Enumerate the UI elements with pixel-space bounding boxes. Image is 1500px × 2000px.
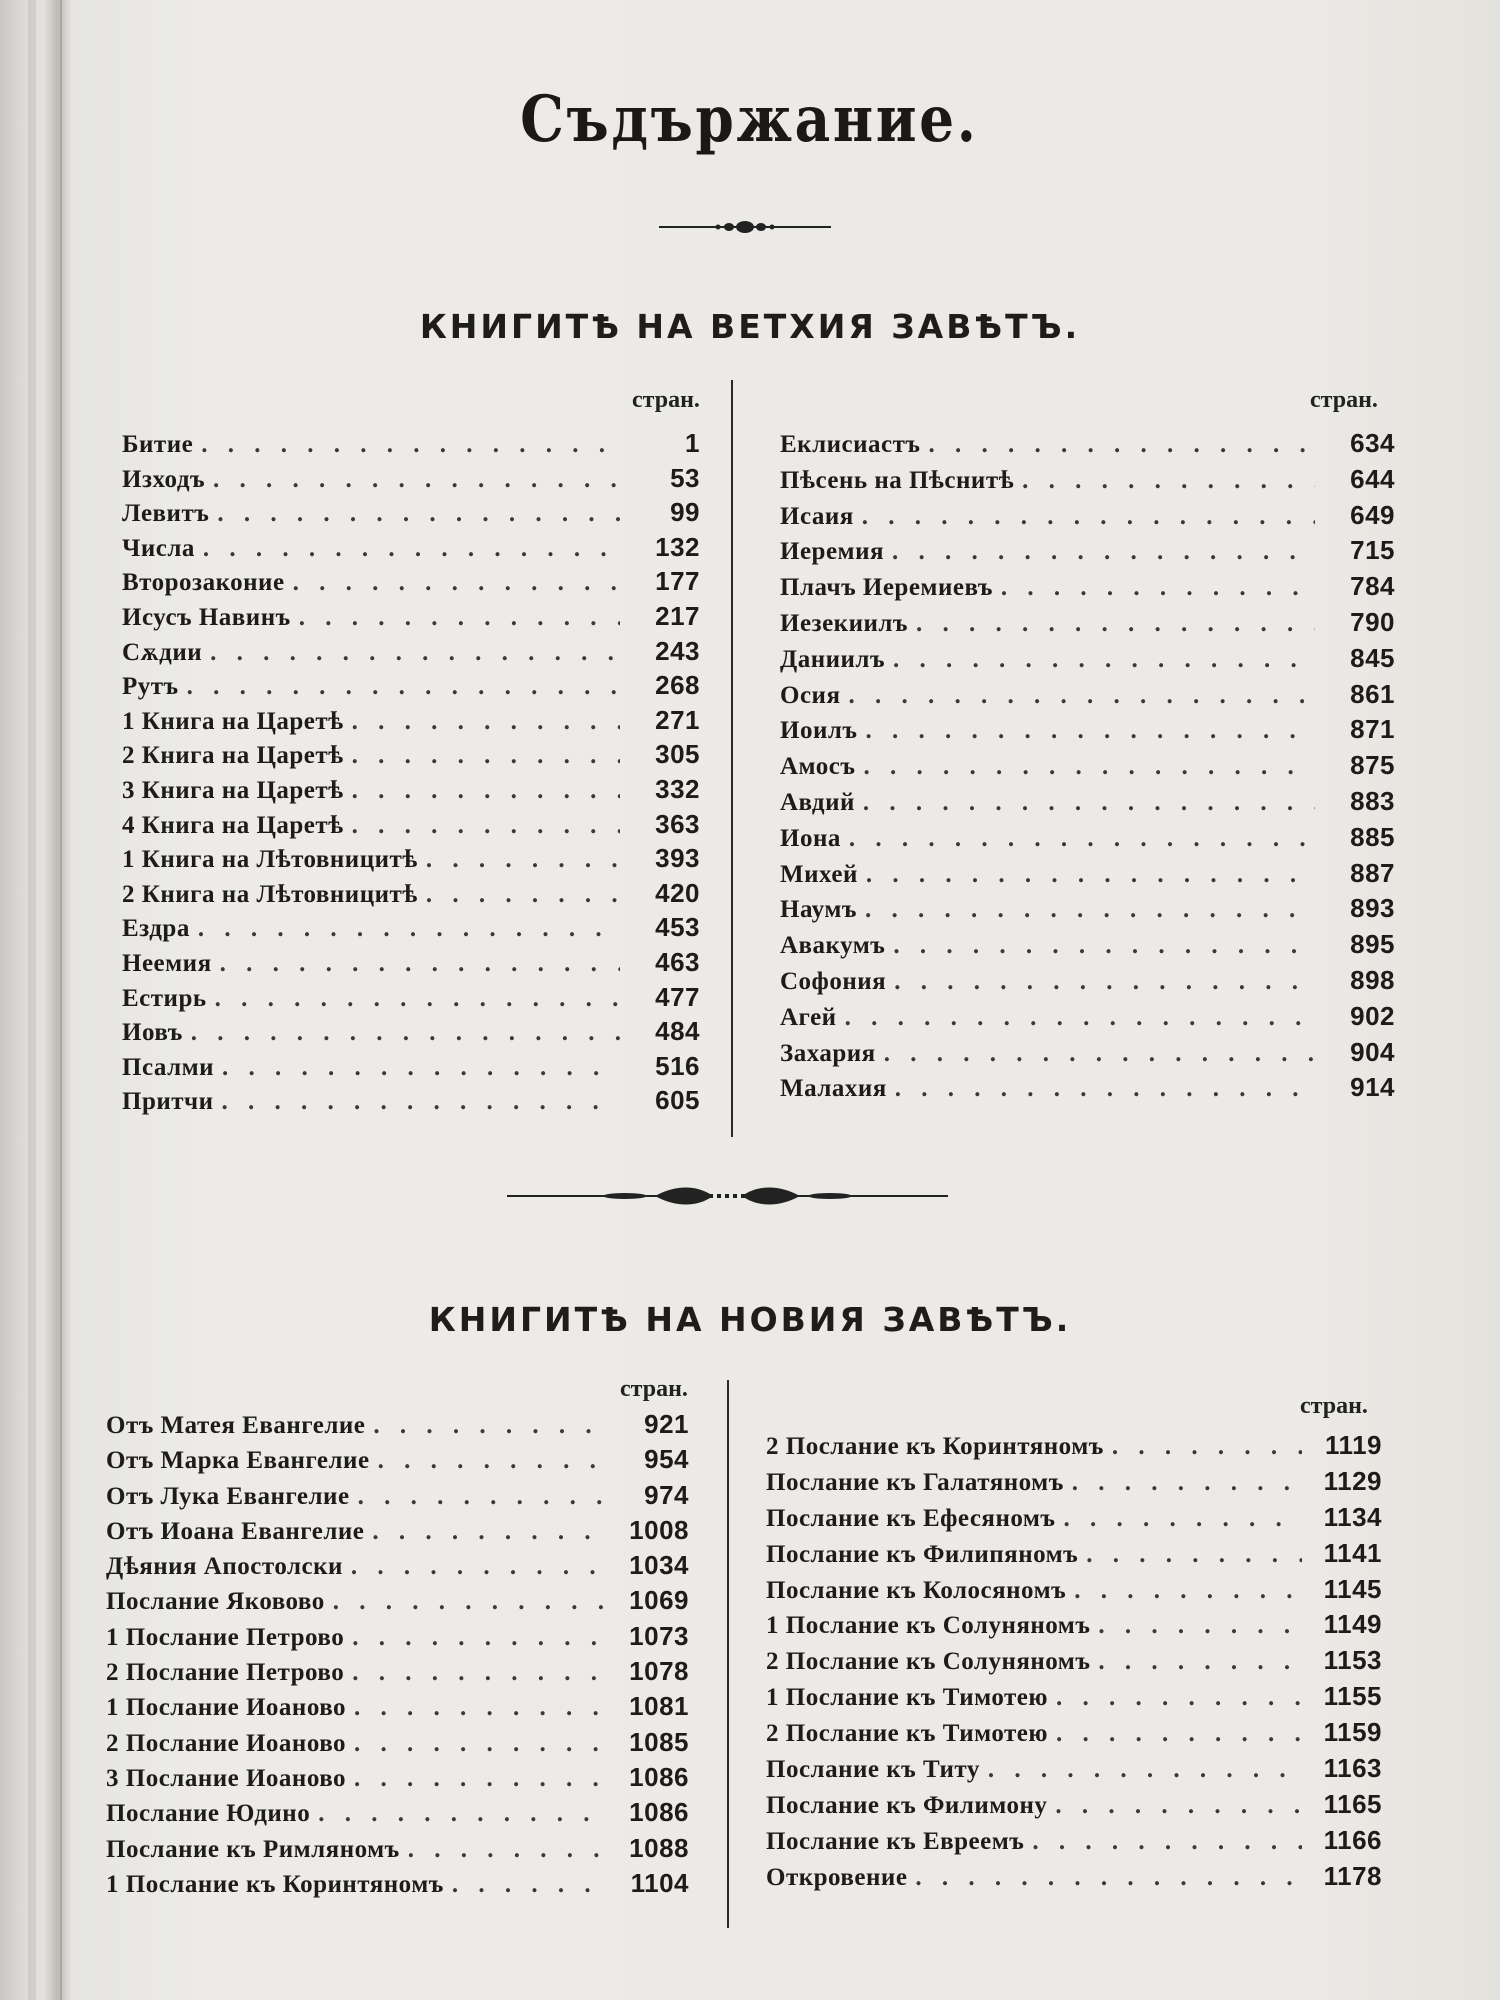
toc-entry <box>106 1550 689 1585</box>
old-testament-left-list <box>122 428 700 1120</box>
toc-entry-page-number: 177 <box>655 566 700 597</box>
dot-leader <box>358 1483 609 1511</box>
toc-entry-title: 2 Послание къ Солуняномъ <box>766 1648 1091 1676</box>
toc-entry <box>122 912 700 947</box>
toc-entry <box>766 1430 1382 1466</box>
toc-entry <box>766 1753 1382 1789</box>
toc-entry-title: Иоилъ <box>780 717 858 745</box>
dot-leader <box>352 1659 609 1687</box>
toc-entry-title: 1 Послание къ Коринтяномъ <box>106 1870 444 1898</box>
toc-entry-page-number: 885 <box>1350 821 1395 852</box>
dot-leader <box>865 717 1315 745</box>
toc-entry <box>122 497 700 532</box>
toc-entry-title: Рутъ <box>122 673 179 701</box>
toc-entry-page-number: 1155 <box>1323 1681 1382 1712</box>
toc-entry-title: Изходъ <box>122 465 206 493</box>
dot-leader <box>354 1694 609 1722</box>
dot-leader <box>1001 574 1315 602</box>
toc-entry-page-number: 477 <box>655 981 700 1012</box>
toc-entry <box>766 1681 1382 1717</box>
dot-leader <box>187 673 620 701</box>
toc-entry <box>780 464 1395 500</box>
toc-entry <box>106 1727 689 1762</box>
toc-entry-title: Послание къ Титу <box>766 1756 980 1784</box>
toc-entry <box>106 1868 689 1903</box>
toc-entry-page-number: 1073 <box>629 1620 689 1651</box>
toc-entry-page-number: 845 <box>1350 642 1395 673</box>
toc-entry-page-number: 1141 <box>1323 1537 1382 1568</box>
new-testament-heading: КНИГИТѢ НА НОВИЯ ЗАВѢТЪ. <box>428 1300 1072 1339</box>
dot-leader <box>863 753 1315 781</box>
toc-entry <box>780 428 1395 464</box>
toc-entry <box>766 1825 1382 1861</box>
toc-entry <box>106 1585 689 1620</box>
toc-entry-page-number: 875 <box>1350 750 1395 781</box>
toc-entry-title: Второзаконие <box>122 569 285 597</box>
dot-leader <box>1056 1684 1302 1712</box>
dot-leader <box>862 503 1315 531</box>
toc-entry-title: 1 Книга на Лѣтовницитѣ <box>122 846 418 874</box>
toc-entry-title: Послание къ Филипяномъ <box>766 1540 1079 1568</box>
toc-entry <box>780 965 1395 1001</box>
dot-leader <box>849 825 1315 853</box>
toc-entry <box>122 705 700 740</box>
toc-entry <box>122 1016 700 1051</box>
dot-leader <box>352 1624 609 1652</box>
toc-entry-page-number: 1086 <box>629 1797 689 1828</box>
toc-entry-title: 4 Книга на Царетѣ <box>122 811 344 839</box>
dot-leader <box>299 604 620 632</box>
dot-leader <box>1072 1469 1302 1497</box>
dot-leader <box>893 932 1315 960</box>
toc-entry-title: Отъ Иоана Евангелие <box>106 1517 365 1545</box>
toc-entry-page-number: 634 <box>1350 428 1395 458</box>
toc-entry-page-number: 887 <box>1350 857 1395 888</box>
toc-entry-title: Послание Яковово <box>106 1588 325 1616</box>
toc-entry-title: Дѣяния Апостолски <box>106 1553 343 1581</box>
toc-entry-page-number: 363 <box>655 808 700 839</box>
dot-leader <box>408 1836 609 1864</box>
dot-leader <box>198 915 620 943</box>
toc-entry-title: Иовъ <box>122 1019 183 1047</box>
dot-leader <box>988 1756 1302 1784</box>
toc-entry <box>106 1762 689 1797</box>
dot-leader <box>915 1864 1302 1892</box>
toc-entry-title: Агей <box>780 1003 837 1031</box>
toc-entry-title: Исаия <box>780 502 854 530</box>
toc-entry-page-number: 1 <box>685 428 700 458</box>
toc-entry <box>766 1717 1382 1753</box>
toc-entry <box>122 601 700 636</box>
dot-leader <box>452 1871 609 1899</box>
toc-entry-page-number: 332 <box>655 773 700 804</box>
toc-entry <box>106 1833 689 1868</box>
dot-leader <box>893 646 1315 674</box>
toc-entry-page-number: 268 <box>655 670 700 701</box>
dot-leader <box>426 881 620 909</box>
dot-leader <box>1098 1648 1302 1676</box>
toc-entry <box>122 566 700 601</box>
toc-entry <box>122 774 700 809</box>
toc-entry-title: 1 Послание къ Солуняномъ <box>766 1612 1091 1640</box>
toc-entry-title: 2 Послание Петрово <box>106 1659 345 1687</box>
dot-leader <box>352 812 620 840</box>
toc-entry-title: Амосъ <box>780 753 856 781</box>
old-testament-heading: КНИГИТѢ НА ВЕТХИЯ ЗАВѢТЪ. <box>419 307 1081 346</box>
toc-entry-title: Авдий <box>780 788 855 816</box>
toc-entry-page-number: 484 <box>655 1016 700 1047</box>
toc-entry-title: Иеремия <box>780 538 885 566</box>
dot-leader <box>928 431 1315 459</box>
toc-entry-title: Сѫдии <box>122 638 203 666</box>
toc-entry-title: Послание къ Галатяномъ <box>766 1468 1064 1496</box>
toc-entry-page-number: 463 <box>655 946 700 977</box>
toc-entry-page-number: 954 <box>644 1444 689 1475</box>
toc-entry-page-number: 1008 <box>629 1514 689 1545</box>
toc-entry-page-number: 902 <box>1350 1000 1395 1031</box>
toc-entry-page-number: 861 <box>1350 678 1395 709</box>
toc-entry-title: Авакумъ <box>780 932 886 960</box>
toc-entry-page-number: 420 <box>655 877 700 908</box>
toc-entry-title: Послание къ Евреемъ <box>766 1827 1025 1855</box>
old-testament-left-page-label: стран. <box>632 387 700 413</box>
toc-entry-title: Отъ Матея Евангелие <box>106 1412 366 1439</box>
dot-leader <box>351 1553 609 1581</box>
toc-entry-title: Послание Юдино <box>106 1800 311 1828</box>
toc-entry-page-number: 784 <box>1350 571 1395 602</box>
toc-entry-page-number: 305 <box>655 739 700 770</box>
dot-leader <box>293 569 620 597</box>
toc-entry-page-number: 790 <box>1350 606 1395 637</box>
page-title: Съдържание. <box>520 82 979 157</box>
dot-leader <box>352 742 620 770</box>
dot-leader <box>220 950 620 978</box>
toc-entry-title: Битие <box>122 431 194 458</box>
toc-entry <box>780 643 1395 679</box>
toc-entry <box>106 1409 689 1444</box>
dot-leader <box>426 846 620 874</box>
toc-entry <box>106 1621 689 1656</box>
toc-entry-page-number: 1145 <box>1323 1573 1382 1604</box>
toc-entry <box>780 535 1395 571</box>
toc-entry-title: Неемия <box>122 949 212 977</box>
toc-entry <box>106 1480 689 1515</box>
toc-entry-page-number: 871 <box>1350 714 1395 745</box>
toc-entry-title: Отъ Марка Евангелие <box>106 1447 370 1475</box>
toc-entry-title: Левитъ <box>122 500 210 528</box>
dot-leader <box>895 1075 1315 1103</box>
toc-entry <box>780 929 1395 965</box>
old-testament-column-divider <box>731 380 733 1137</box>
dot-leader <box>354 1765 609 1793</box>
toc-entry-title: Псалми <box>122 1053 215 1081</box>
toc-entry-page-number: 1081 <box>629 1691 689 1722</box>
dot-leader <box>1112 1433 1302 1461</box>
toc-entry-title: Естирь <box>122 984 207 1012</box>
dot-leader <box>378 1447 609 1475</box>
new-testament-right-page-label: стран. <box>1300 1393 1368 1419</box>
toc-entry-page-number: 1078 <box>629 1656 689 1687</box>
toc-entry <box>766 1789 1382 1825</box>
dot-leader <box>892 538 1315 566</box>
toc-entry-title: Иезекиилъ <box>780 609 908 637</box>
toc-entry-page-number: 1129 <box>1323 1465 1382 1496</box>
toc-entry <box>780 1072 1395 1108</box>
toc-entry <box>780 750 1395 786</box>
dot-leader <box>203 535 620 563</box>
toc-entry-page-number: 1166 <box>1323 1824 1382 1855</box>
dot-leader <box>1022 467 1315 495</box>
toc-entry <box>106 1656 689 1691</box>
gutter-shadow <box>28 0 36 2000</box>
toc-entry-title: 2 Книга на Царетѣ <box>122 742 344 770</box>
toc-entry-page-number: 1119 <box>1325 1430 1382 1460</box>
toc-entry-page-number: 243 <box>655 635 700 666</box>
toc-entry-title: Иона <box>780 824 841 852</box>
dot-leader <box>210 639 620 667</box>
toc-entry-title: Софония <box>780 967 887 995</box>
dot-leader <box>866 861 1315 889</box>
dot-leader <box>1098 1612 1302 1640</box>
toc-entry-title: Наумъ <box>780 896 857 924</box>
toc-entry-page-number: 1149 <box>1323 1609 1382 1640</box>
toc-entry <box>766 1574 1382 1610</box>
dot-leader <box>1063 1505 1302 1533</box>
dot-leader <box>1086 1541 1302 1569</box>
dot-leader <box>217 500 620 528</box>
toc-entry-title: Пѣсень на Пѣснитѣ <box>780 466 1015 494</box>
toc-entry-title: Осия <box>780 681 841 709</box>
dot-leader <box>352 777 620 805</box>
toc-entry-page-number: 898 <box>1350 964 1395 995</box>
toc-entry-title: Плачъ Иеремиевъ <box>780 574 993 602</box>
dot-leader <box>215 985 620 1013</box>
dot-leader <box>848 682 1315 710</box>
new-testament-left-list <box>106 1409 689 1903</box>
old-testament-right-page-label: стран. <box>1310 387 1378 413</box>
toc-entry-title: Послание къ Римляномъ <box>106 1835 400 1863</box>
dot-leader <box>865 896 1315 924</box>
dot-leader <box>373 1412 609 1440</box>
toc-entry <box>780 571 1395 607</box>
toc-entry <box>122 947 700 982</box>
toc-entry-page-number: 53 <box>670 462 700 493</box>
toc-entry-page-number: 914 <box>1350 1072 1395 1103</box>
toc-entry <box>122 843 700 878</box>
toc-entry <box>106 1444 689 1479</box>
toc-entry-title: Малахия <box>780 1075 887 1103</box>
toc-entry-page-number: 99 <box>670 497 700 528</box>
toc-entry-title: Михей <box>780 860 858 888</box>
dot-leader <box>884 1040 1315 1068</box>
dot-leader <box>1032 1828 1302 1856</box>
toc-entry-page-number: 1163 <box>1323 1753 1382 1784</box>
dot-leader <box>213 466 620 494</box>
toc-entry-page-number: 605 <box>655 1085 700 1116</box>
dot-leader <box>1056 1720 1302 1748</box>
toc-entry <box>122 532 700 567</box>
toc-entry <box>780 679 1395 715</box>
toc-entry <box>122 739 700 774</box>
toc-entry-title: Ездра <box>122 915 190 943</box>
toc-entry-page-number: 1034 <box>629 1550 689 1581</box>
toc-entry-page-number: 1086 <box>629 1761 689 1792</box>
dot-leader <box>333 1588 609 1616</box>
toc-entry-page-number: 649 <box>1350 499 1395 530</box>
toc-entry-title: Откровение <box>766 1863 908 1891</box>
new-testament-column-divider <box>727 1380 729 1928</box>
title-ornament <box>655 216 835 238</box>
dot-leader <box>222 1088 620 1116</box>
toc-entry-page-number: 217 <box>655 600 700 631</box>
dot-leader <box>191 1019 620 1047</box>
toc-entry-page-number: 1159 <box>1323 1717 1382 1748</box>
dot-leader <box>845 1004 1315 1032</box>
dot-leader <box>222 1054 620 1082</box>
new-testament-right-list <box>766 1430 1382 1897</box>
toc-entry <box>122 878 700 913</box>
toc-entry <box>780 858 1395 894</box>
toc-entry-page-number: 1153 <box>1323 1645 1382 1676</box>
toc-entry-page-number: 271 <box>655 704 700 735</box>
dot-leader <box>201 431 620 459</box>
toc-entry <box>122 636 700 671</box>
toc-entry <box>780 1037 1395 1073</box>
toc-entry-title: Числа <box>122 534 195 562</box>
toc-entry <box>766 1538 1382 1574</box>
toc-entry-page-number: 1104 <box>630 1867 689 1898</box>
section-ornament <box>505 1182 950 1210</box>
toc-entry-title: 1 Книга на Царетѣ <box>122 707 344 735</box>
toc-entry <box>122 428 700 463</box>
toc-entry-page-number: 715 <box>1350 535 1395 566</box>
new-testament-left-page-label: стран. <box>620 1376 688 1402</box>
toc-entry <box>780 1001 1395 1037</box>
dot-leader <box>1055 1792 1302 1820</box>
toc-entry-page-number: 644 <box>1350 463 1395 494</box>
toc-entry-page-number: 393 <box>655 843 700 874</box>
toc-entry-page-number: 516 <box>655 1050 700 1081</box>
toc-entry-title: 3 Послание Иоаново <box>106 1764 347 1792</box>
toc-entry-title: Еклисиастъ <box>780 431 921 458</box>
toc-entry <box>122 1085 700 1120</box>
toc-entry <box>766 1609 1382 1645</box>
toc-entry <box>122 463 700 498</box>
toc-entry <box>122 670 700 705</box>
toc-entry-title: 2 Послание къ Тимотею <box>766 1720 1049 1748</box>
toc-entry-page-number: 1069 <box>629 1585 689 1616</box>
toc-entry-page-number: 974 <box>644 1479 689 1510</box>
dot-leader <box>1074 1577 1302 1605</box>
toc-entry <box>780 500 1395 536</box>
toc-entry <box>122 982 700 1017</box>
toc-entry-title: Притчи <box>122 1088 214 1116</box>
toc-entry-title: 2 Книга на Лѣтовницитѣ <box>122 880 418 908</box>
dot-leader <box>916 610 1315 638</box>
toc-entry-page-number: 921 <box>644 1409 689 1439</box>
toc-entry <box>780 714 1395 750</box>
toc-entry <box>766 1502 1382 1538</box>
toc-entry <box>766 1466 1382 1502</box>
toc-entry-title: 1 Послание Петрово <box>106 1623 345 1651</box>
toc-entry-page-number: 1088 <box>629 1832 689 1863</box>
toc-entry <box>106 1515 689 1550</box>
toc-entry-page-number: 1085 <box>629 1726 689 1757</box>
toc-entry-page-number: 893 <box>1350 893 1395 924</box>
toc-entry <box>122 809 700 844</box>
toc-entry <box>780 893 1395 929</box>
toc-entry <box>780 822 1395 858</box>
toc-entry-title: Захария <box>780 1039 876 1067</box>
toc-entry <box>106 1797 689 1832</box>
toc-entry <box>106 1691 689 1726</box>
toc-entry-page-number: 1134 <box>1323 1501 1382 1532</box>
toc-entry-title: 1 Послание къ Тимотею <box>766 1684 1049 1712</box>
dot-leader <box>354 1730 609 1758</box>
dot-leader <box>318 1800 609 1828</box>
toc-entry <box>766 1645 1382 1681</box>
toc-entry-title: 2 Послание къ Коринтяномъ <box>766 1433 1104 1460</box>
toc-entry <box>766 1861 1382 1897</box>
toc-entry <box>122 1051 700 1086</box>
toc-entry-title: 3 Книга на Царетѣ <box>122 776 344 804</box>
dot-leader <box>372 1518 609 1546</box>
toc-entry-page-number: 904 <box>1350 1036 1395 1067</box>
toc-entry-title: Даниилъ <box>780 645 886 673</box>
toc-entry <box>780 786 1395 822</box>
toc-entry-title: 2 Послание Иоаново <box>106 1729 347 1757</box>
gutter-line <box>60 0 62 2000</box>
toc-entry <box>780 607 1395 643</box>
toc-entry-title: Послание къ Колосяномъ <box>766 1576 1067 1604</box>
toc-entry-title: Отъ Лука Евангелие <box>106 1482 350 1510</box>
toc-entry-page-number: 453 <box>655 912 700 943</box>
toc-entry-title: Послание къ Ефесяномъ <box>766 1504 1056 1532</box>
dot-leader <box>894 968 1315 996</box>
toc-entry-page-number: 883 <box>1350 785 1395 816</box>
toc-entry-page-number: 132 <box>655 531 700 562</box>
dot-leader <box>863 789 1315 817</box>
toc-entry-page-number: 895 <box>1350 929 1395 960</box>
toc-entry-page-number: 1165 <box>1323 1788 1382 1819</box>
toc-entry-title: Послание къ Филимону <box>766 1791 1048 1819</box>
dot-leader <box>352 708 620 736</box>
toc-entry-title: 1 Послание Иоаново <box>106 1694 347 1722</box>
old-testament-right-list <box>780 428 1395 1108</box>
toc-entry-page-number: 1178 <box>1323 1860 1382 1891</box>
toc-entry-title: Исусъ Навинъ <box>122 603 291 631</box>
